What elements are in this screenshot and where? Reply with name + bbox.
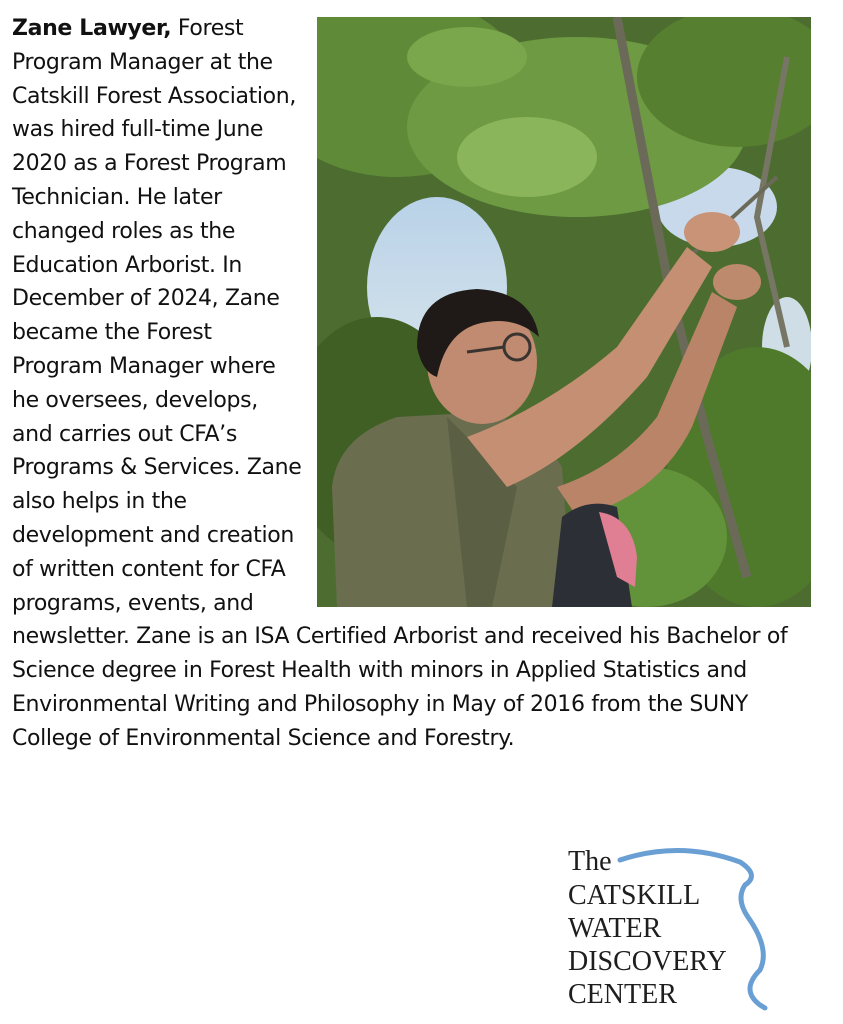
logo-line-1: The bbox=[568, 846, 612, 877]
logo-line-4: DISCOVERY bbox=[568, 946, 727, 977]
bio-block bbox=[12, 12, 817, 756]
bio-text: Forest Program Manager at the Catskill Forest Association, was hired full-time June 2020 as a Forest Program Technician. He later changed roles as the Education Arborist. In December of 2024, Zane became the Forest Program Manager where he oversees, develops, and carries out CFA’s Programs & Services. Zane also helps in the development and creation of written content for CFA programs, events, and newsletter. Zane is an ISA Certified Arborist and received his Bachelor of Science degree in Forest Health with minors in Applied Statistics and Environmental Writing and Philosophy in May of 2016 from the SUNY College of Environmental Science and Forestry. bbox=[12, 16, 788, 751]
logo-line-2: CATSKILL bbox=[568, 880, 701, 911]
portrait-photo bbox=[317, 17, 811, 607]
catskill-water-discovery-center-logo bbox=[560, 840, 800, 1020]
logo-line-3: WATER bbox=[568, 913, 662, 944]
logo-line-5: CENTER bbox=[568, 979, 677, 1010]
person-name: Zane Lawyer, bbox=[12, 16, 172, 41]
